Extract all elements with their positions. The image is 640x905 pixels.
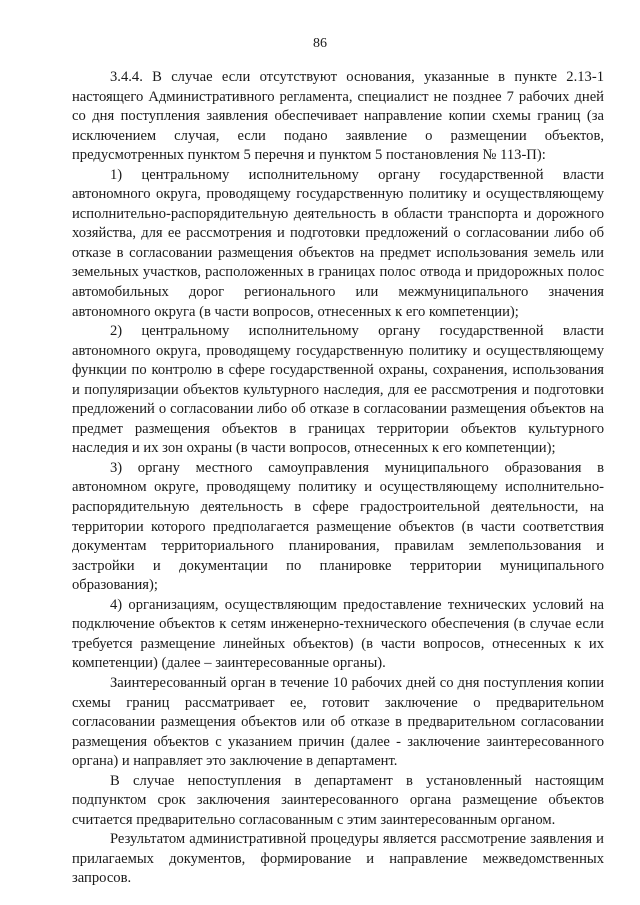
list-item-1-transport-authority: 1) центральному исполнительному органу государственной власти автономного округа, проводящему государственную политику и осуществляющему исполнительно-распорядительную деятельность в области транспорта и дорожного хозяйства, для ее рассмотрения и подготовки предложений о согласовании либо об отказе в согласовании размещения объектов на предмет использования земель или земельных участков, расположенных в границах полос отвода и придорожных полос автомобильных дорог регионального или межмуниципального значения автономного округа (в части вопросов, отнесенных к его компетенции); <box>72 166 604 320</box>
list-item-4-utility-organizations: 4) организациям, осуществляющим предоставление технических условий на подключение объектов к сетям инженерно-технического обеспечения (в случае если требуется размещение линейных объектов) (в части вопросов, отнесенных к их компетенции) (далее – заинтересованные органы). <box>72 596 604 672</box>
paragraph-procedure-result: Результатом административной процедуры является рассмотрение заявления и прилагаемых документов, формирование и направление межведомственных запросов. <box>72 831 604 887</box>
list-item-3-local-government: 3) органу местного самоуправления муниципального образования в автономном округе, проводящему политику и осуществляющему исполнительно-распорядительную деятельность в сфере градостроительной деятельности, на территории которого предполагается размещение объектов (в части соответствия документам территориального планирования, правилам землепользования и застройки и документации по планировке территории муниципального образования); <box>72 459 604 594</box>
document-body <box>72 68 604 889</box>
paragraph-3-4-4: 3.4.4. В случае если отсутствуют основания, указанные в пункте 2.13-1 настоящего Административного регламента, специалист не позднее 7 рабочих дней со дня поступления заявления обеспечивает направление копии схемы границ (за исключением случая, если подано заявление о размещении объектов, предусмотренных пунктом 5 перечня и пунктом 5 постановления № 113-П): <box>72 69 604 164</box>
list-item-2-cultural-heritage-authority: 2) центральному исполнительному органу государственной власти автономного округа, проводящему государственную политику и осуществляющему функции по контролю в сфере государственной охраны, сохранения, использования и популяризации объектов культурного наследия, для ее рассмотрения и подготовки предложений о согласовании либо об отказе в согласовании размещения объектов на предмет размещения объектов в границах территории объектов культурного наследия и их зон охраны (в части вопросов, отнесенных к его компетенции); <box>72 323 604 457</box>
paragraph-deemed-approval: В случае непоступления в департамент в установленный настоящим подпунктом срок заключения заинтересованного органа размещение объектов считается предварительно согласованным с этим заинтересованным органом. <box>72 772 604 828</box>
paragraph-interested-body-review: Заинтересованный орган в течение 10 рабочих дней со дня поступления копии схемы границ рассматривает ее, готовит заключение о предварительном согласовании размещения объектов или об отказе в предварительном согласовании размещения объектов с указанием причин (далее - заключение заинтересованного органа) и направляет это заключение в департамент. <box>72 674 604 770</box>
page-number: 86 <box>313 36 327 51</box>
